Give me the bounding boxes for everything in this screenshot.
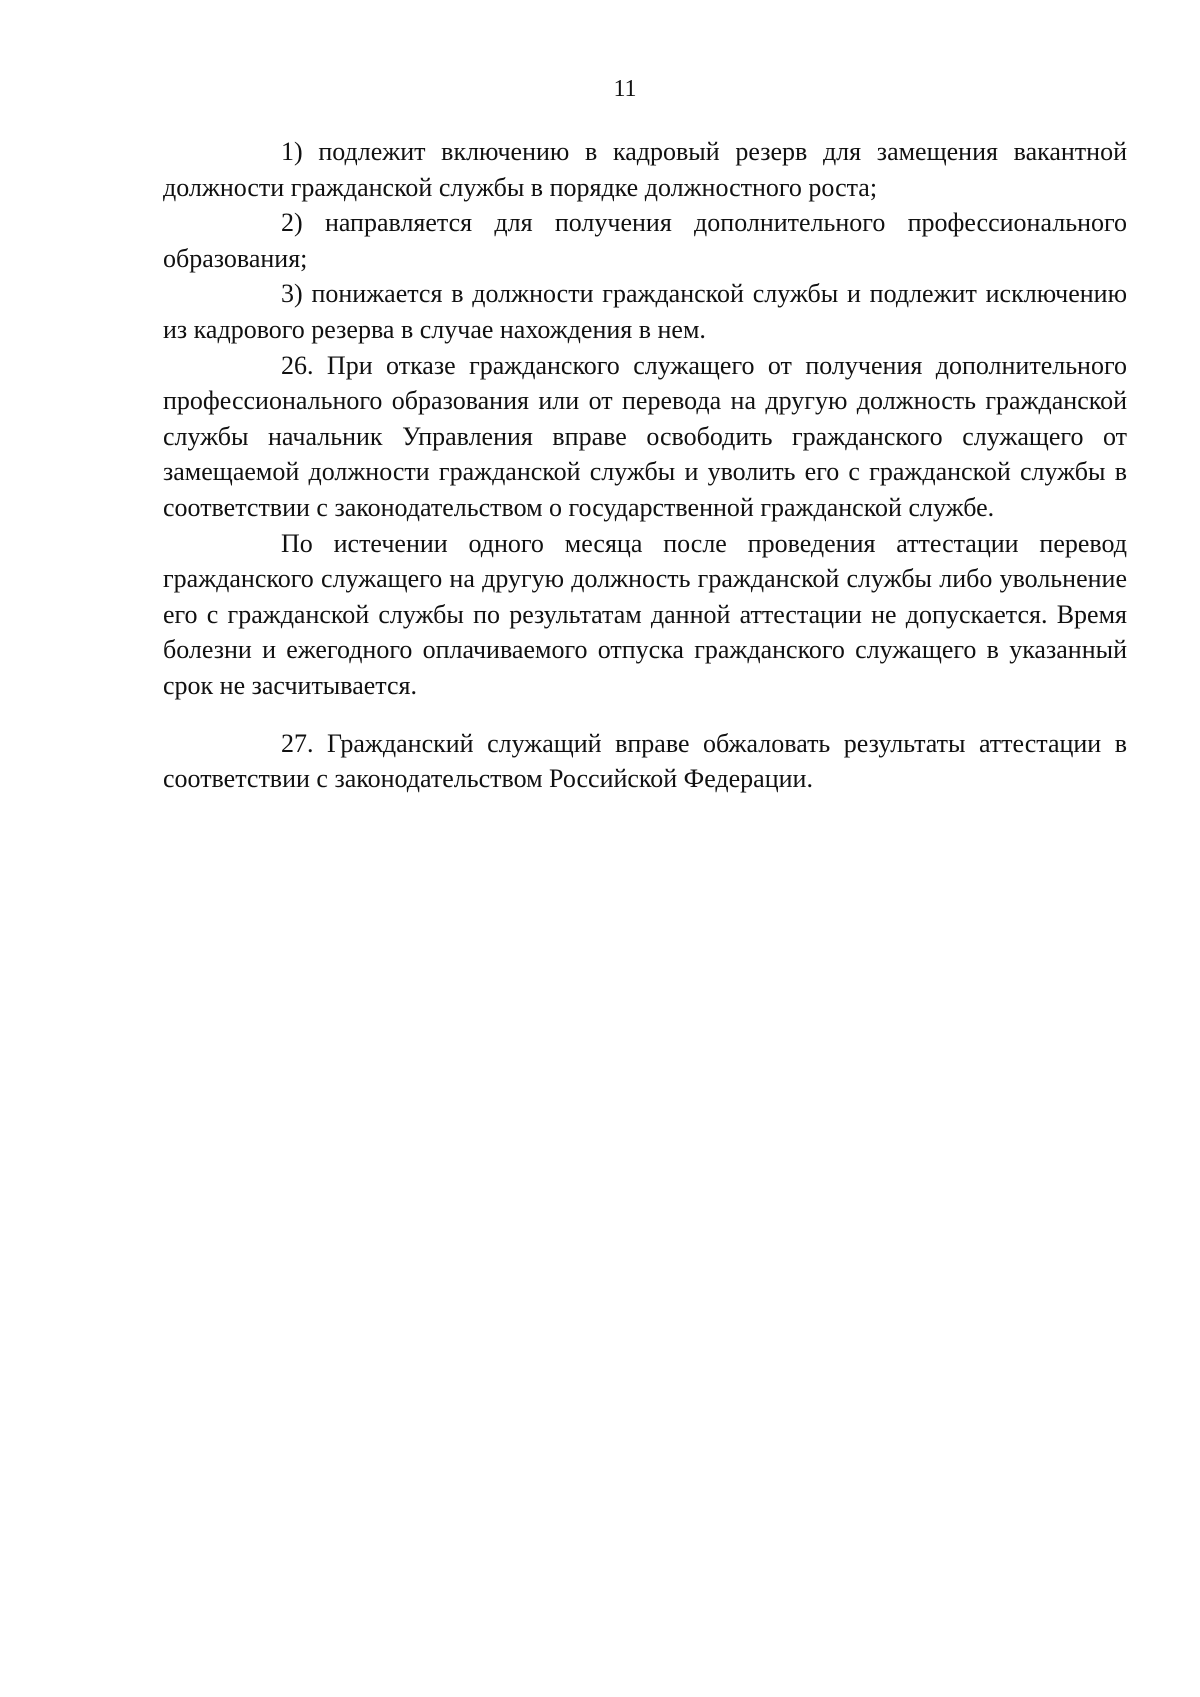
clause-27: 27. Гражданский служащий вправе обжаловать результаты аттестации в соответствии с законодательством Российской Федерации. [163,728,1127,794]
list-item-2: 2) направляется для получения дополнительного профессионального образования; [163,208,1127,273]
list-item-3: 3) понижается в должности гражданской службы и подлежит исключению из кадрового резерва в случае нахождения в нем. [163,279,1127,344]
clause-26: 26. При отказе гражданского служащего от получения дополнительного профессионального образования или от перевода на другую должность гражданской службы начальник Управления вправе освободить гражданского служащего от замещаемой должности гражданской службы и уволить его с гражданской службы в соответствии с законодательством о государственной гражданской службе. [163,350,1127,522]
page-number: 11 [613,76,637,102]
list-item-1: 1) подлежит включению в кадровый резерв для замещения вакантной должности гражданской службы в порядке должностного роста; [163,137,1127,202]
document-body [163,134,1127,797]
clause-26-continuation: По истечении одного месяца после проведения аттестации перевод гражданского служащего на другую должность гражданской службы либо увольнение его с гражданской службы по результатам данной аттестации не допускается. Время болезни и ежегодного оплачиваемого отпуска гражданского служащего в указанный срок не засчитывается. [163,528,1127,700]
